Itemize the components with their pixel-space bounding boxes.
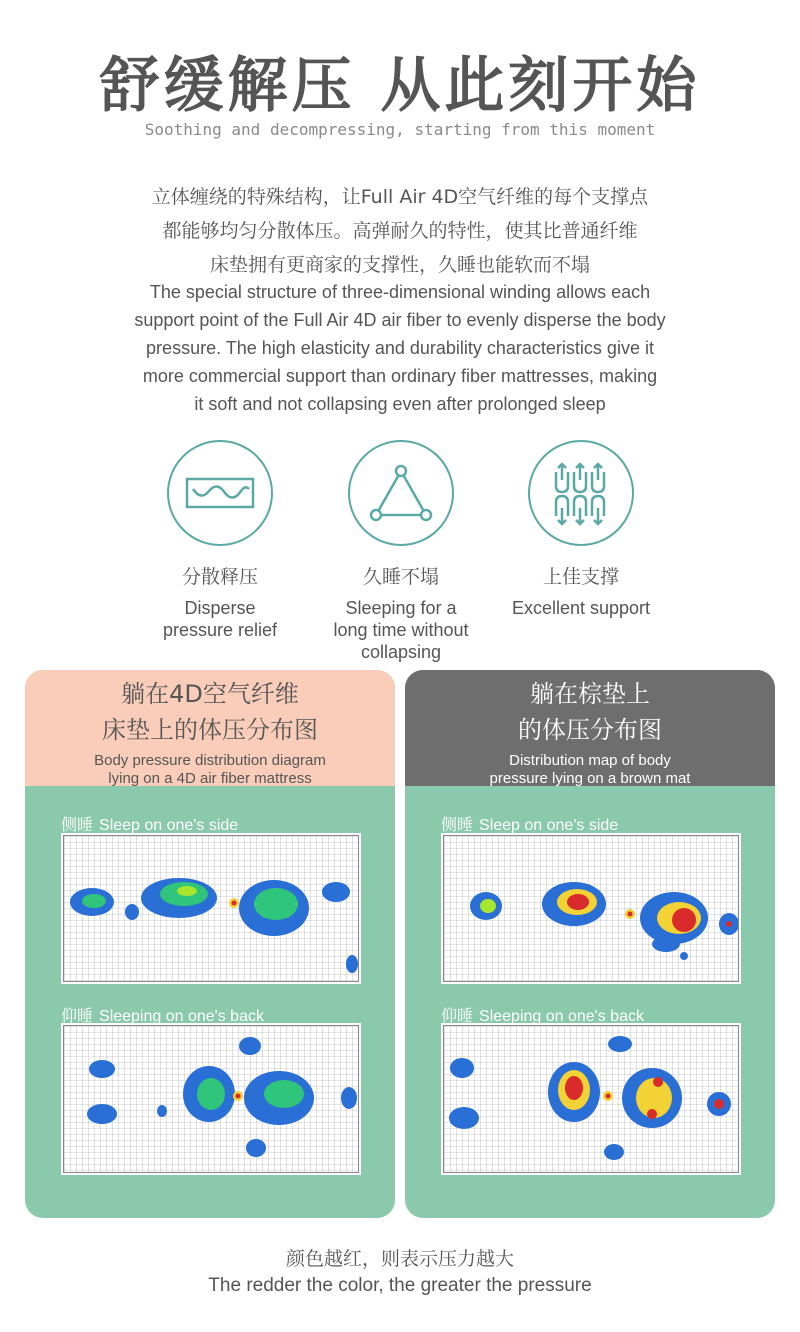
card-header [25, 670, 395, 786]
feature-en-line: Sleeping for a [345, 598, 457, 618]
back-label-cn: 仰睡 [441, 1006, 474, 1025]
back-sleep-label [441, 1003, 644, 1026]
card-subtitle-line: pressure lying on a brown mat [489, 770, 691, 787]
feature-disperse [120, 440, 320, 641]
feature-label-en [481, 597, 681, 619]
spring-support-icon [528, 440, 634, 546]
card-subtitle-line: Body pressure distribution diagram [94, 752, 326, 769]
feature-support [481, 440, 681, 619]
card-title-line: 躺在4D空气纤维 [121, 680, 299, 708]
card-title-line: 躺在棕垫上 [530, 680, 650, 708]
intro-cn-line: 床垫拥有更商家的支撑性，久睡也能软而不塌 [209, 254, 590, 276]
card-brown-mat [405, 670, 775, 1218]
side-label-en: Sleep on one's side [479, 817, 619, 834]
back-label-en: Sleeping on one's back [479, 1008, 644, 1025]
card-title-line: 的体压分布图 [518, 716, 662, 744]
heatmap-side [63, 835, 359, 982]
page-title: 舒缓解压 从此刻开始 [99, 51, 701, 121]
feature-en-line: long time without [333, 620, 469, 640]
side-label-cn: 侧睡 [441, 815, 474, 834]
card-4d-fiber [25, 670, 395, 1218]
card-title-cn [25, 676, 395, 748]
intro-cn [0, 180, 800, 282]
feature-label-en [301, 597, 501, 663]
heatmap-back-svg [64, 1026, 358, 1172]
heatmap-back-svg [444, 1026, 738, 1172]
feature-en-line: Excellent support [511, 598, 651, 618]
card-header [405, 670, 775, 786]
feature-label-en [120, 597, 320, 641]
heatmap-side-svg [444, 836, 738, 981]
side-sleep-label [441, 812, 618, 835]
intro-en-line: pressure. The high elasticity and durability characteristics give it [146, 338, 654, 358]
heatmap-side [443, 835, 739, 982]
wave-pressure-icon [167, 440, 273, 546]
page-subtitle: Soothing and decompressing, starting from this moment [144, 120, 656, 139]
heatmap-back [443, 1025, 739, 1173]
back-label-cn: 仰睡 [61, 1006, 94, 1025]
feature-no-collapse [301, 440, 501, 663]
side-sleep-label [61, 812, 238, 835]
footer-note-cn: 颜色越红，则表示压力越大 [285, 1248, 514, 1270]
card-title-line: 床垫上的体压分布图 [102, 716, 318, 744]
intro-en-line: more commercial support than ordinary fiber mattresses, making [142, 366, 658, 386]
feature-label-cn: 久睡不塌 [362, 566, 439, 588]
intro-en-line: The special structure of three-dimensional winding allows each [149, 282, 651, 302]
side-label-cn: 侧睡 [61, 815, 94, 834]
card-subtitle-line: Distribution map of body [509, 752, 671, 769]
feature-en-line: collapsing [360, 642, 442, 662]
triangle-nodes-icon [348, 440, 454, 546]
card-title-cn [405, 676, 775, 748]
intro-en-line: support point of the Full Air 4D air fiber to evenly disperse the body [134, 310, 666, 330]
feature-label-cn: 分散释压 [181, 566, 258, 588]
heatmap-back [63, 1025, 359, 1173]
side-label-en: Sleep on one's side [99, 817, 239, 834]
feature-en-line: pressure relief [162, 620, 278, 640]
back-label-en: Sleeping on one's back [99, 1008, 264, 1025]
footer-note-en: The redder the color, the greater the pressure [208, 1275, 592, 1296]
card-subtitle-line: lying on a 4D air fiber mattress [108, 770, 312, 787]
intro-en [0, 278, 800, 418]
intro-en-line: it soft and not collapsing even after prolonged sleep [194, 394, 606, 414]
intro-cn-line: 都能够均匀分散体压。高弹耐久的特性，使其比普通纤维 [162, 220, 638, 242]
card-title-en [25, 752, 395, 788]
heatmap-side-svg [64, 836, 358, 981]
feature-label-cn: 上佳支撑 [542, 566, 619, 588]
feature-en-line: Disperse [184, 598, 256, 618]
card-title-en [405, 752, 775, 788]
intro-cn-line: 立体缠绕的特殊结构，让Full Air 4D空气纤维的每个支撑点 [151, 186, 649, 208]
back-sleep-label [61, 1003, 264, 1026]
